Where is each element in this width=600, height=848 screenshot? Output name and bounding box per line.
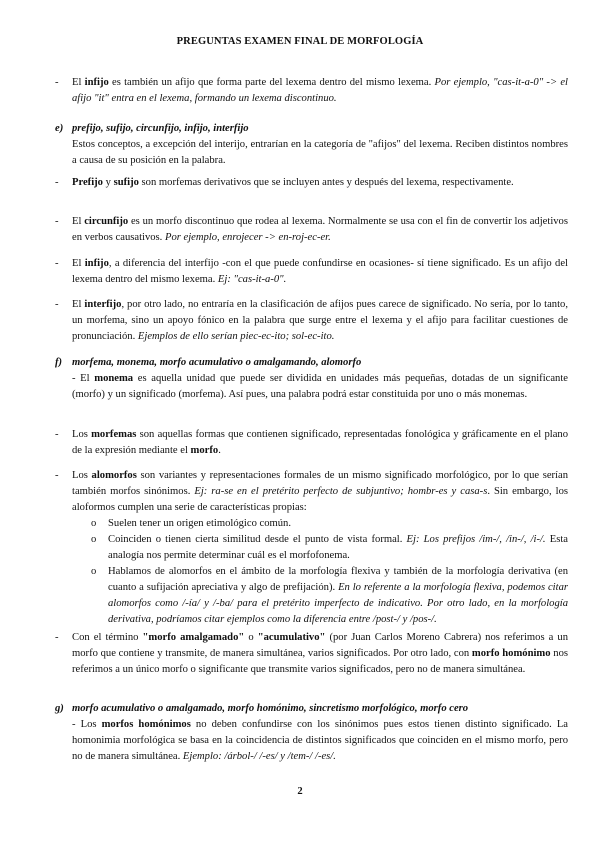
section-e-heading: prefijo, sufijo, circunfijo, infijo, interfijo [72, 123, 249, 134]
bullet-item-2: Coinciden o tienen cierta similitud desde el punto de vista formal. Ej: Los prefijos /im-/, /in-/, /i-/. Esta analogía nos permite determinar cuál es el morfofonema. [108, 534, 568, 561]
bullet-item-3: Hablamos de alomorfos en el ámbito de la morfología flexiva y también de la morfología derivativa (en cuanto a sufijación apreciativa y algo de prefijación). En lo referente a la morfología flexiva, podemos citar alomorfos como /-ía/ y /-ba/ para el pretérito imperfecto de indicativo. Por otro lado, en la morfología derivativa, podríamos citar ejemplos como la diferencia entre /post-/ y /pos-/. [108, 566, 568, 625]
bullet-dash: - [55, 258, 59, 269]
bullet-dash: - [55, 470, 59, 481]
bullet-dash: - [55, 632, 59, 643]
paragraph-circunfijo: El circunfijo es un morfo discontinuo que rodea al lexema. Normalmente se usa con el fin de convertir los adjetivos en verbos causativos. Por ejemplo, enrojecer -> en-roj-ec-er. [72, 216, 568, 243]
section-label-g: g) [55, 703, 64, 714]
paragraph-alomorfos: Los alomorfos son variantes y representaciones formales de un mismo significado morfológico, por lo que serían también morfos sinónimos. Ej: ra-se en el pretérito perfecto de subjuntivo; hombr-es y casa-s. Sin embargo, los aloformos cumplen una serie de características propias: [72, 470, 568, 513]
bullet-item-1: Suelen tener un origen etimológico común. [108, 518, 291, 529]
section-e [72, 121, 568, 169]
section-label-e: e) [55, 123, 64, 134]
paragraph-infijo-intro: El infijo es también un afijo que forma parte del lexema dentro del mismo lexema. Por ejemplo, "cas-it-a-0" -> el afijo "it" entra en el lexema, formando un lexema discontinuo. [72, 77, 568, 104]
page-number: 2 [297, 786, 303, 797]
section-g-heading: morfo acumulativo o amalgamado, morfo homónimo, sincretismo morfológico, morfo cero [72, 703, 469, 714]
section-g: morfo acumulativo o amalgamado, morfo homónimo, sincretismo morfológico, morfo cero - Los morfos homónimos no deben confundirse con los sinónimos pues estos tienen distinto significado. La homonimia morfológica se basa en la coincidencia de distintos significados que coinciden en el mismo morfo, pero no de manera simultánea. Ejemplo: /árbol-/ /-es/ y /tem-/ /-es/. [72, 703, 569, 762]
bullet-dash: - [55, 177, 59, 188]
section-f-heading: morfema, monema, morfo acumulativo o amalgamando, alomorfo [72, 357, 362, 368]
paragraph-morfo-amalgamado: Con el término "morfo amalgamado" o "acumulativo" (por Juan Carlos Moreno Cabrera) nos referimos a un morfo que contiene y transmite, de manera simultánea, varios significados. Por otro lado, con morfo homónimo nos referimos a un único morfo o significante que transmite varios significados, pero no de manera simultánea. [72, 632, 569, 675]
bullet-dash: - [55, 77, 59, 88]
bullet-o: o [91, 518, 97, 529]
bullet-dash: - [55, 216, 59, 227]
paragraph-interfijo: El interfijo, por otro lado, no entraría en la clasificación de afijos pues carece de significado. No sería, por lo tanto, un morfema, sino un apoyo fónico en la palabra que surge entre el lexema y el afijo para facilitar cuestiones de pronunciación. Ejemplos de ello serían piec-ec-ito; sol-ec-ito. [72, 299, 568, 342]
paragraph-morfemas: Los morfemas son aquellas formas que contienen significado, representadas fonológica y gráficamente en el plano de la expresión mediante el morfo. [72, 429, 568, 456]
paragraph-prefijo-sufijo: Prefijo y sufijo son morfemas derivativos que se incluyen antes y después del lexema, respectivamente. [72, 177, 514, 188]
page-title: PREGUNTAS EXAMEN FINAL DE MORFOLOGÍA [176, 36, 424, 47]
bullet-dash: - [55, 429, 59, 440]
section-label-f: f) [55, 357, 63, 368]
section-e-text: Estos conceptos, a excepción del interijo, entrarían en la categoría de "afijos" del lexema. Reciben distintos nombres a causa de su posición en la palabra. [72, 139, 568, 166]
bullet-dash: - [55, 299, 59, 310]
section-f: morfema, monema, morfo acumulativo o amalgamando, alomorfo - El monema es aquella unidad que puede ser dividida en unidades más pequeñas, dotadas de un significante (morfo) y un significado (morfema). Así pues, una palabra podrá estar constituida por uno o más monemas. [72, 357, 568, 400]
bullet-o: o [91, 534, 97, 545]
bullet-o: o [91, 566, 97, 577]
paragraph-infijo: El infijo, a diferencia del interfijo -con el que puede confundirse en ocasiones- sí tiene significado. Es un afijo del lexema dentro del mismo lexema. Ej: "cas-it-a-0". [72, 258, 568, 285]
